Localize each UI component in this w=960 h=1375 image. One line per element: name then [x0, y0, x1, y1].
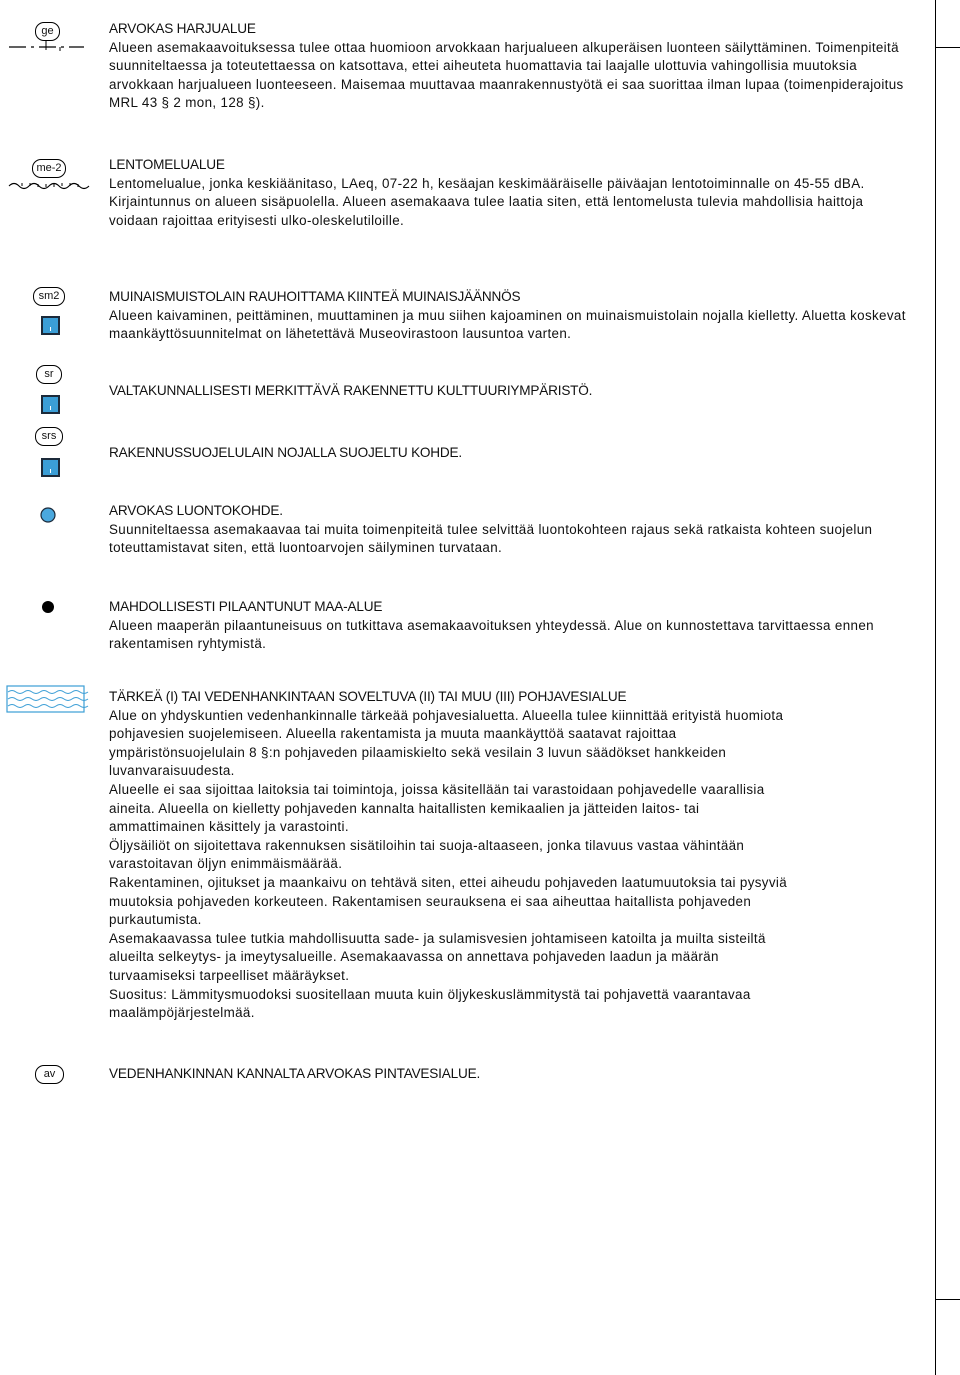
- legend-entry-luontokohde: [0, 500, 935, 570]
- legend-title: TÄRKEÄ (I) TAI VEDENHANKINTAAN SOVELTUVA (II) TAI MUU (III) POHJAVESIALUE: [109, 689, 627, 704]
- legend-entry-ge: [0, 0, 935, 120]
- legend-text-srs: [109, 444, 909, 463]
- legend-symbol-av: av: [35, 1065, 64, 1084]
- legend-text-av: [109, 1065, 909, 1084]
- legend-entry-pohjavesialue: [0, 680, 935, 1030]
- legend-paragraph: Asemakaavassa tulee tutkia mahdollisuutta sade- ja sulamisvesien johtamiseen katoilta ja muilta sisteiltä alueilta selkeytys- ja imeytysalueille. Asemakaavassa on annettava pohjaveden laadun ja määrän turvaamiseksi tarpeelliset määräykset.: [109, 930, 766, 983]
- legend-text-sr: [109, 382, 909, 401]
- heritage-square-icon: [41, 458, 60, 477]
- legend-symbol-ge: ge: [35, 22, 60, 41]
- legend-title: ARVOKAS HARJUALUE: [109, 21, 256, 36]
- legend-paragraph: Rakentaminen, ojitukset ja maankaivu on tehtävä siten, ettei aiheudu pohjaveden laatumuutoksia tai pysyviä muutoksia pohjaveden korkeuteen. Rakentamisen seurauksena ei saa aiheuttaa haitallista pohjaveden purkautumista.: [109, 874, 788, 928]
- legend-symbol-me-2: me-2: [32, 159, 66, 178]
- legend-paragraph: Alue on yhdyskuntien vedenhankinnalle tärkeää pohjavesialuetta. Alueella tulee kiinnittää erityistä huomiota pohjavesien suojelemiseen. Alueella rakentamista ja muuta maankäyttöä saatavat rajoittaa ympäristönsuojelulain 8 §:n pohjaveden pilaamiskielto sekä vesilain 3 luvun säädökset hankkeiden luvanvaraisuudesta.: [109, 707, 784, 779]
- legend-text-sm2: [109, 288, 909, 344]
- legend-paragraph: Suunniteltaessa asemakaavaa tai muita toimenpiteitä tulee selvittää luontokohteen rajaus sekä ratkaista kohteen suojelun toteuttamistavat siten, että luontoarvojen säilyminen turvataan.: [109, 521, 873, 556]
- legend-text-ge: [109, 20, 909, 113]
- page-edge-tick: [935, 1299, 960, 1300]
- contaminated-soil-dot-icon: [0, 590, 100, 630]
- groundwater-area-icon: [0, 680, 100, 720]
- legend-paragraph: Alueen asemakaavoituksessa tulee ottaa huomioon arvokkaan harjualueen alkuperäisen luonteen säilyttäminen. Toimenpiteitä suunniteltaessa ja toteutettaessa on katsottava, ettei aiheuteta huomattavia tai laajalle ulottuvia vahingollisia muutoksia arvokkaan harjualueen luonteeseen. Maisemaa muuttavaa maanrakennustyötä ei saa suorittaa ilman lupaa (toimenpiderajoitus MRL 43 § 2 mon, 128 §).: [109, 39, 904, 111]
- legend-entry-pilaantunut-maa: [0, 590, 935, 660]
- legend-paragraph: Alueelle ei saa sijoittaa laitoksia tai toimintoja, joissa käsitellään tai varastoidaan pohjavedelle vaarallisia aineita. Alueella on kielletty pohjaveden kannalta haitallisten kemikaalien ja jätteiden laitos- tai ammattimainen käsittely ja varastointi.: [109, 781, 765, 835]
- heritage-square-icon: [41, 395, 60, 414]
- legend-text-pilaantunut-maa: [109, 598, 909, 654]
- legend-title: VALTAKUNNALLISESTI MERKITTÄVÄ RAKENNETTU KULTTUURIYMPÄRISTÖ.: [109, 383, 593, 398]
- legend-symbol-sr: sr: [36, 365, 62, 384]
- page-edge-tick: [935, 47, 960, 48]
- legend-title: RAKENNUSSUOJELULAIN NOJALLA SUOJELTU KOHDE.: [109, 445, 462, 460]
- legend-paragraph: Suositus: Lämmitysmuodoksi suositellaan muuta kuin öljykeskuslämmitystä tai pohjavettä vaarantavaa maalämpöjärjestelmää.: [109, 986, 751, 1021]
- legend-entry-av: [0, 1060, 935, 1100]
- legend-entry-sr: [0, 360, 935, 420]
- legend-text-me-2: [109, 156, 909, 230]
- legend-paragraph: Alueen kaivaminen, peittäminen, muuttaminen ja muu siihen kajoaminen on muinaismuistolain nojalla kielletty. Aluetta koskevat maankäyttösuunnitelmat on lähetettävä Museovirastoon lausuntoa varten.: [109, 307, 906, 342]
- legend-title: MAHDOLLISESTI PILAANTUNUT MAA-ALUE: [109, 599, 383, 614]
- legend-symbol-srs: srs: [35, 427, 63, 446]
- legend-title: VEDENHANKINNAN KANNALTA ARVOKAS PINTAVESIALUE.: [109, 1066, 481, 1081]
- legend-title: ARVOKAS LUONTOKOHDE.: [109, 503, 283, 518]
- legend-paragraph: Lentomelualue, jonka keskiäänitaso, LAeq, 07-22 h, kesäajan keskimääräiselle päiväajan lentotoiminnalle on 45-55 dBA. Kirjaintunnus on alueen sisäpuolella. Alueen asemakaava tulee laatia siten, että lentomelusta tulevia mahdollisia haittoja voidaan rajoittaa erityisesti ulko-oleskelutiloille.: [109, 175, 865, 228]
- legend-entry-me-2: [0, 150, 935, 240]
- legend-text-luontokohde: [109, 502, 909, 558]
- legend-paragraph: Öljysäiliöt on sijoitettava rakennuksen sisätiloihin tai suoja-altaaseen, jonka tilavuus vastaa vähintään varastoitavan öljyn enimmäismäärää.: [109, 837, 745, 872]
- legend-text-pohjavesialue: [109, 688, 789, 1023]
- legend-paragraph: Alueen maaperän pilaantuneisuus on tutkittava asemakaavoituksen yhteydessä. Alue on kunnostettava tarvittaessa ennen rakentamisen ryhtymistä.: [109, 617, 874, 652]
- legend-entry-sm2: [0, 280, 935, 360]
- legend-symbol-sm2: sm2: [33, 287, 65, 306]
- page-edge-rule: [935, 0, 936, 1375]
- heritage-square-icon: [41, 316, 60, 335]
- legend-title: MUINAISMUISTOLAIN RAUHOITTAMA KIINTEÄ MUINAISJÄÄNNÖS: [109, 289, 521, 304]
- legend-title: LENTOMELUALUE: [109, 157, 225, 172]
- nature-site-circle-icon: [0, 500, 100, 540]
- legend-entry-srs: [0, 420, 935, 480]
